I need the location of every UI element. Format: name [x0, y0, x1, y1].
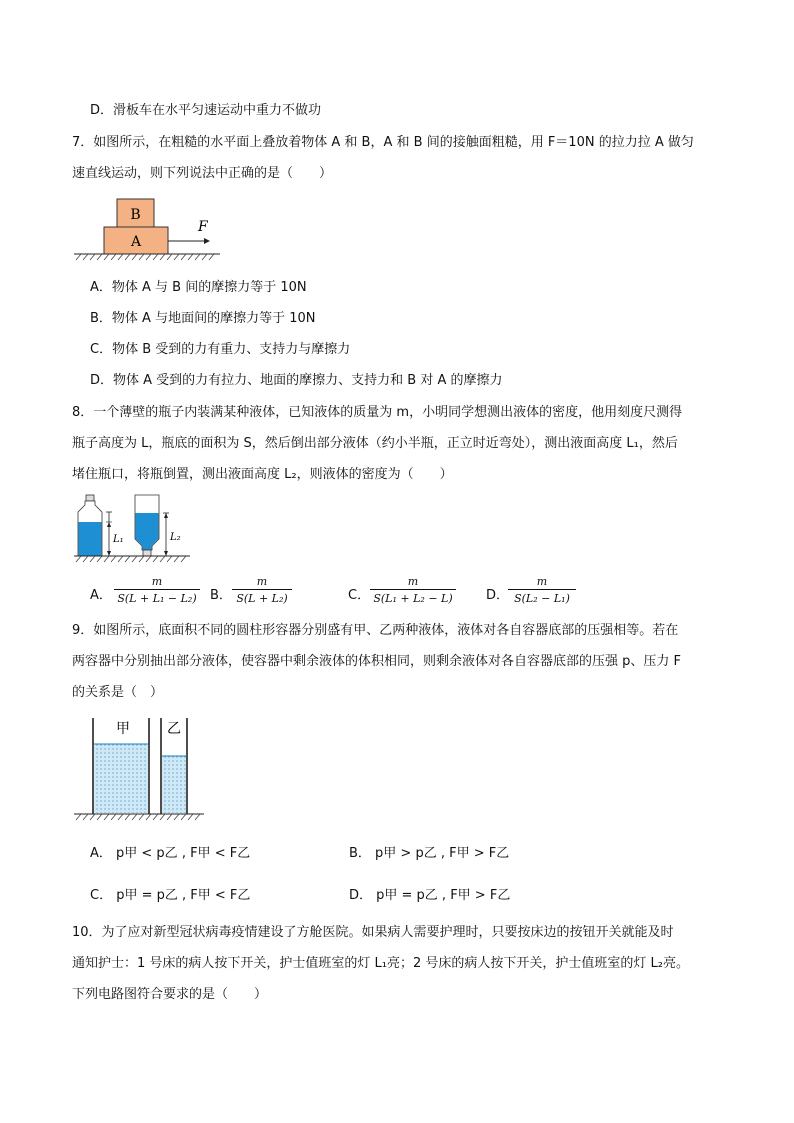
q8-option-a-numerator: m: [151, 575, 163, 588]
q8-option-a-denominator: S(L + L₁ − L₂): [117, 592, 197, 605]
liquid-jia: [94, 744, 148, 813]
q10-stem-line1: 10．为了应对新型冠状病毒疫情建设了方舱医院。如果病人需要护理时，只要按床边的按钮开关就能及时: [72, 925, 674, 940]
q8-option-d-denominator: S(L₂ − L₁): [514, 592, 570, 605]
q9-stem-line2: 两容器中分别抽出部分液体，使容器中剩余液体的体积相同，则剩余液体对各自容器底部的压强 p、压力 F: [72, 654, 681, 669]
q9-option-c: C． p甲 = p乙 , F甲 < F乙: [90, 888, 251, 903]
q9-containers-figure: [72, 716, 208, 826]
q10-stem-line3: 下列电路图符合要求的是（ ）: [72, 987, 268, 1002]
q7-stem-line2: 速直线运动，则下列说法中正确的是（ ）: [72, 166, 333, 181]
q8-stem-line1: 8．一个薄壁的瓶子内装满某种液体，已知液体的质量为 m，小明同学想测出液体的密度，他用刻度尺测得: [72, 405, 683, 420]
q9-option-b: B． p甲 > p乙 , F甲 > F乙: [349, 846, 510, 861]
q9-stem-line3: 的关系是（ ）: [72, 685, 164, 700]
q7-option-b: B．物体 A 与地面间的摩擦力等于 10N: [90, 311, 316, 326]
q8-option-d-letter: D．: [486, 588, 510, 603]
label-l1: L₁: [113, 534, 124, 545]
q10-stem-line2: 通知护士：1 号床的病人按下开关，护士值班室的灯 L₁亮；2 号床的病人按下开关，护士值班室的灯 L₂亮。: [72, 956, 689, 971]
q7-stem-line1: 7．如图所示，在粗糙的水平面上叠放着物体 A 和 B，A 和 B 间的接触面粗糙，用 F＝10N 的拉力拉 A 做匀: [72, 135, 694, 150]
liquid-yi: [162, 756, 186, 813]
q8-option-c-denominator: S(L₁ + L₂ − L): [373, 592, 453, 605]
q7-option-a: A．物体 A 与 B 间的摩擦力等于 10N: [90, 280, 307, 295]
q8-option-b-denominator: S(L + L₂): [236, 592, 288, 605]
q9-stem-line1: 9．如图所示，底面积不同的圆柱形容器分别盛有甲、乙两种液体，液体对各自容器底部的压强相等。若在: [72, 623, 679, 638]
q7-option-d: D．物体 A 受到的力有拉力、地面的摩擦力、支持力和 B 对 A 的摩擦力: [90, 373, 503, 388]
q8-stem-line2: 瓶子高度为 L，瓶底的面积为 S，然后倒出部分液体（约小半瓶，正立时近弯处），测出液面高度 L₁，然后: [72, 436, 678, 451]
force-arrow-head: [204, 238, 210, 244]
q7-stacked-blocks-figure: [72, 196, 222, 268]
q6-option-d: D．滑板车在水平匀速运动中重力不做功: [90, 103, 322, 118]
q8-option-d-fraction: [508, 575, 576, 605]
label-yi: 乙: [167, 721, 181, 737]
q8-stem-line3: 堵住瓶口，将瓶倒置，测出液面高度 L₂，则液体的密度为（ ）: [72, 467, 453, 482]
q9-option-a: A． p甲 < p乙 , F甲 < F乙: [90, 846, 251, 861]
liquid-inverted: [136, 513, 159, 550]
force-label: F: [198, 219, 208, 235]
q8-option-a-letter: A．: [90, 588, 112, 603]
label-l2: L₂: [170, 532, 181, 543]
q8-bottles-figure: [72, 492, 196, 568]
liquid-upright: [79, 522, 102, 556]
q8-option-d-numerator: m: [536, 575, 548, 588]
q8-option-c-numerator: m: [407, 575, 419, 588]
q8-option-c-fraction: [370, 575, 456, 605]
q8-option-b-numerator: m: [256, 575, 268, 588]
q8-option-c-letter: C．: [348, 588, 371, 603]
q8-option-b-fraction: [232, 575, 292, 605]
ground-hatch: [76, 254, 214, 260]
q8-option-a-fraction: [114, 575, 200, 605]
block-b-label: B: [130, 207, 141, 223]
block-a-label: A: [130, 234, 142, 250]
q9-option-d: D． p甲 = p乙 , F甲 > F乙: [349, 888, 511, 903]
q7-option-c: C．物体 B 受到的力有重力、支持力与摩擦力: [90, 342, 351, 357]
q8-option-b-letter: B．: [210, 588, 232, 603]
label-jia: 甲: [116, 721, 130, 737]
